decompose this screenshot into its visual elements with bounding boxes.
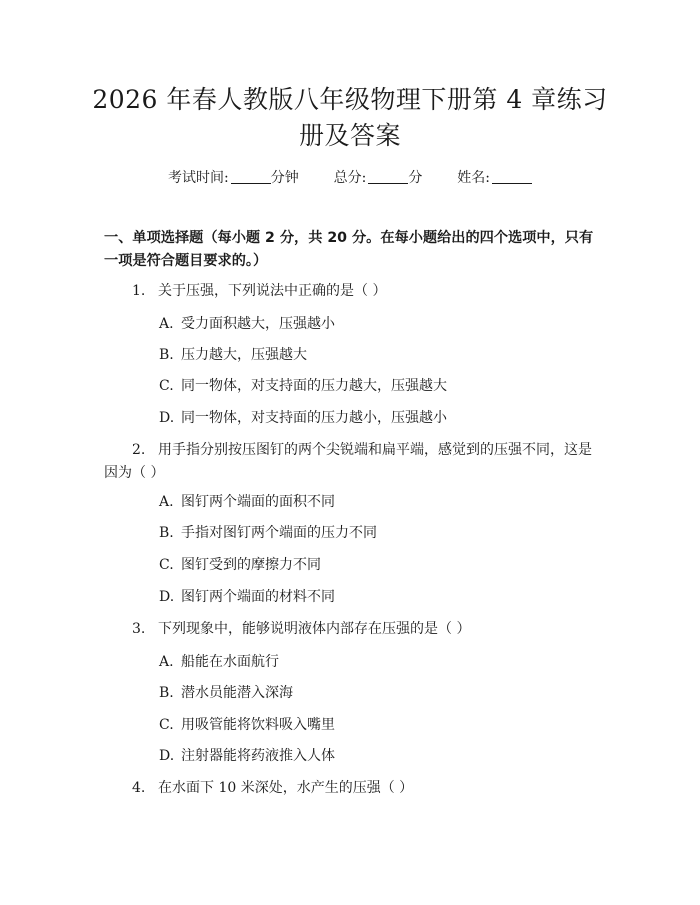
- option-letter: A.: [159, 316, 174, 332]
- option-letter: B.: [159, 525, 174, 541]
- question-text: 下列现象中，能够说明液体内部存在压强的是（ ）: [158, 621, 471, 637]
- option-letter: C.: [159, 378, 174, 394]
- question-3-option-a: [159, 652, 599, 672]
- exam-time-blank: [231, 169, 271, 184]
- question-number: 3.: [132, 621, 146, 637]
- total-score-blank: [368, 169, 408, 184]
- question-number: 2.: [132, 442, 146, 458]
- option-letter: B.: [159, 685, 174, 701]
- option-text: 受力面积越大，压强越小: [181, 316, 335, 332]
- option-text: 图钉两个端面的材料不同: [181, 589, 335, 605]
- question-2-option-a: [159, 492, 599, 512]
- question-1-option-b: [159, 345, 599, 365]
- question-number: 1.: [132, 283, 146, 299]
- question-1-option-a: [159, 314, 599, 334]
- option-text: 同一物体，对支持面的压力越小，压强越小: [181, 410, 447, 426]
- question-1-option-d: [159, 408, 599, 428]
- option-text: 注射器能将药液推入人体: [181, 748, 335, 764]
- question-4: [104, 777, 604, 800]
- option-text: 图钉受到的摩擦力不同: [181, 557, 321, 573]
- question-2-option-c: [159, 555, 599, 575]
- option-letter: B.: [159, 347, 174, 363]
- question-2: [104, 439, 604, 485]
- option-text: 用吸管能将饮料吸入嘴里: [181, 717, 335, 733]
- option-text: 船能在水面航行: [181, 654, 279, 670]
- option-text: 压力越大，压强越大: [181, 347, 307, 363]
- option-letter: A.: [159, 654, 174, 670]
- option-letter: D.: [159, 748, 175, 764]
- exam-time-unit: 分钟: [270, 170, 299, 186]
- question-1: [104, 280, 604, 303]
- question-text: 在水面下 10 米深处，水产生的压强（ ）: [158, 780, 414, 796]
- option-text: 手指对图钉两个端面的压力不同: [181, 525, 377, 541]
- question-3-option-d: [159, 746, 599, 766]
- option-text: 图钉两个端面的面积不同: [181, 494, 335, 510]
- question-number: 4.: [132, 780, 146, 796]
- total-score-label: 总分:: [333, 170, 367, 186]
- option-letter: D.: [159, 589, 175, 605]
- question-text: 用手指分别按压图钉的两个尖锐端和扁平端，感觉到的压强不同，这是因为（ ）: [104, 442, 592, 481]
- question-2-option-b: [159, 523, 599, 543]
- option-text: 潜水员能潜入深海: [181, 685, 293, 701]
- option-text: 同一物体，对支持面的压力越大，压强越大: [181, 378, 447, 394]
- name-blank: [492, 169, 532, 184]
- total-score-unit: 分: [408, 170, 423, 186]
- document-title-line-2: 册及答案: [298, 121, 401, 150]
- question-3: [104, 618, 604, 641]
- exam-info-line: [0, 169, 700, 187]
- document-title-line-1: 2026 年春人教版八年级物理下册第 4 章练习: [92, 85, 608, 114]
- question-3-option-c: [159, 715, 599, 735]
- question-3-option-b: [159, 683, 599, 703]
- question-text: 关于压强，下列说法中正确的是（ ）: [158, 283, 387, 299]
- name-label: 姓名:: [457, 170, 490, 186]
- option-letter: C.: [159, 717, 174, 733]
- option-letter: D.: [159, 410, 175, 426]
- exam-time-label: 考试时间:: [168, 170, 229, 186]
- question-1-option-c: [159, 376, 599, 396]
- option-letter: A.: [159, 494, 174, 510]
- section-heading-single-choice: 一、单项选择题（每小题 2 分，共 20 分。在每小题给出的四个选项中，只有一项是符合题目要求的。）: [104, 230, 594, 269]
- question-2-option-d: [159, 587, 599, 607]
- option-letter: C.: [159, 557, 174, 573]
